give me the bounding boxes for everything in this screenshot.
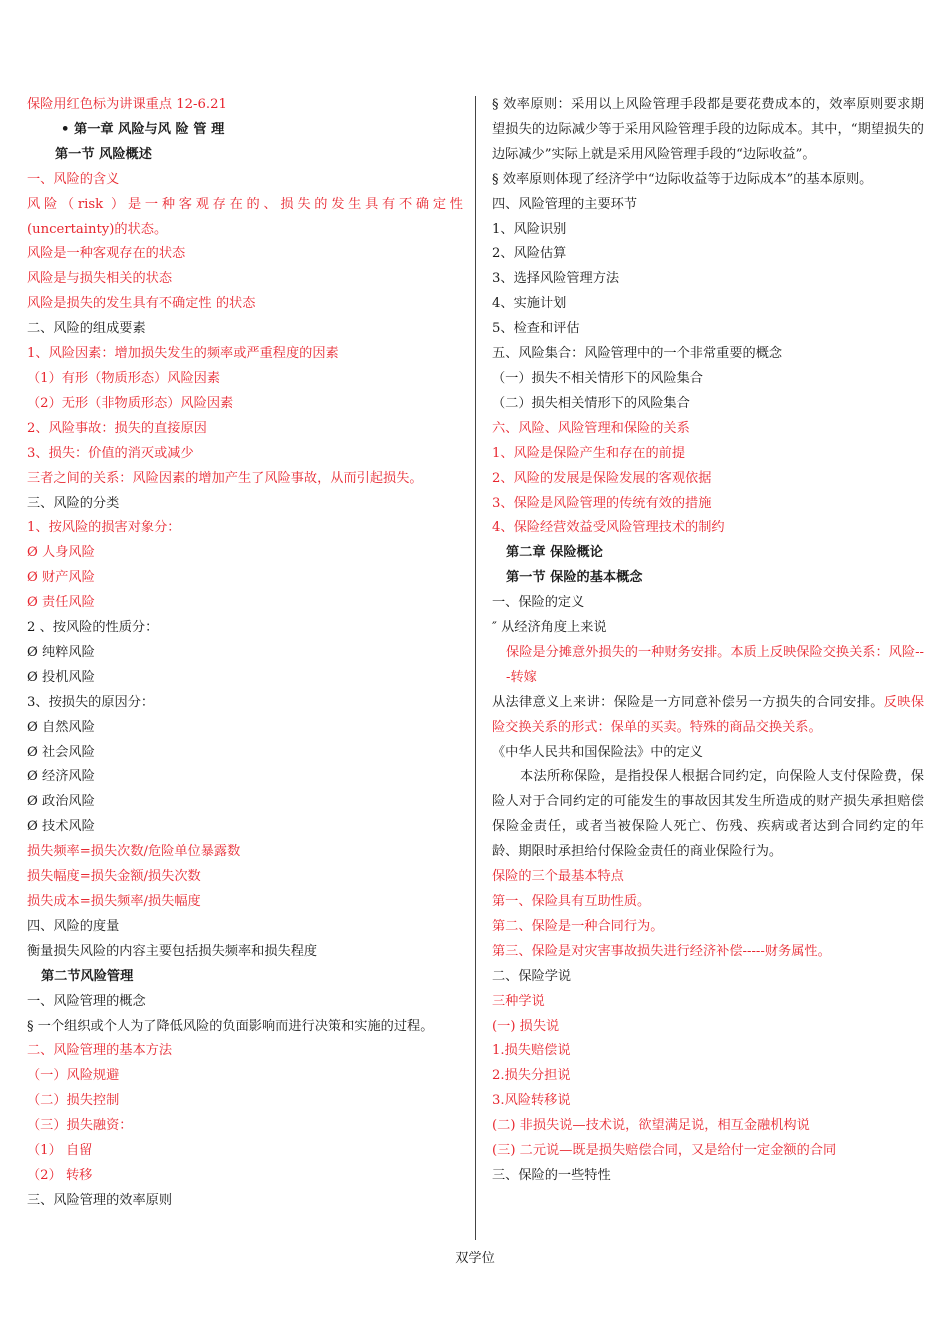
text-line: （一）损失不相关情形下的风险集合: [492, 370, 703, 386]
text-line: 3、选择风险管理方法: [492, 271, 620, 287]
text-line: 1、风险是保险产生和存在的前提: [492, 445, 686, 461]
text-line: （三）损失融资：: [27, 1118, 133, 1134]
text-line: 三、风险的分类: [27, 495, 120, 511]
text-line: Ø 投机风险: [27, 669, 95, 685]
text-line: 1.损失赔偿说: [492, 1043, 571, 1059]
text-line: Ø 自然风险: [27, 719, 95, 735]
text-line: 2.损失分担说: [492, 1068, 571, 1084]
text-line: （1）有形（物质形态）风险因素: [27, 370, 221, 386]
text-line: 风险是损失的发生具有不确定性 的状态: [27, 296, 256, 312]
text-line: 本法所称保险，是指投保人根据合同约定，向保险人支付保险费，保险人对于合同约定的可能发生的事故因其发生所造成的财产损失承担赔偿保险金责任，或者当被保险人死亡、伤残、疾病或者达到合同约定的年龄、期限时承担给付保险金责任的商业保险行为。: [492, 769, 924, 860]
text-line: 六、风险、风险管理和保险的关系: [492, 420, 690, 436]
text-segment-highlight: 反映保险交换关系的形式：保单的买卖。特殊的商品交换关系。: [492, 694, 925, 735]
text-line: Ø 纯粹风险: [27, 644, 95, 660]
text-line: 三、风险管理的效率原则: [27, 1192, 173, 1208]
text-line: 一、风险的含义: [27, 171, 120, 187]
text-line: 四、风险的度量: [27, 918, 120, 934]
text-line: • 第一章 风险与风 险 管 理: [61, 121, 225, 137]
text-line: 保险的三个最基本特点: [492, 869, 624, 885]
text-line: 损失频率=损失次数/危险单位暴露数: [27, 844, 241, 860]
text-line: 1、按风险的损害对象分：: [27, 520, 181, 536]
text-line: 2、风险估算: [492, 246, 567, 262]
text-line: 保险用红色标为讲课重点 12-6.21: [27, 97, 227, 112]
text-line: Ø 技术风险: [27, 819, 95, 835]
text-line: 损失成本=损失频率/损失幅度: [27, 894, 201, 909]
text-line: § 效率原则：采用以上风险管理手段都是要花费成本的，效率原则要求期望损失的边际减少等于采用风险管理手段的边际成本。其中，“期望损失的边际减少”实际上就是采用风险管理手段的“边际收益”。: [492, 97, 924, 162]
text-line: （二）损失控制: [27, 1093, 120, 1109]
text-line: 风险是与损失相关的状态: [27, 271, 173, 287]
text-line: 衡量损失风险的内容主要包括损失频率和损失程度: [27, 943, 318, 959]
text-line: 保险是分摊意外损失的一种财务安排。本质上反映保险交换关系：风险---转嫁: [506, 644, 924, 685]
right-column: [492, 93, 924, 1189]
text-line: 三、保险的一些特性: [492, 1167, 611, 1183]
text-line: 第一、保险具有互助性质。: [492, 894, 651, 909]
text-line: 4、保险经营效益受风险管理技术的制约: [492, 520, 725, 536]
text-line: （二）损失相关情形下的风险集合: [492, 395, 690, 411]
text-line: Ø 经济风险: [27, 769, 95, 785]
text-line: 第二节风险管理: [41, 968, 134, 984]
text-line: （1） 自留: [27, 1143, 93, 1159]
text-line: 5、检查和评估: [492, 321, 580, 337]
text-line: 1、风险识别: [492, 221, 567, 237]
text-line: 五、风险集合：风险管理中的一个非常重要的概念: [492, 346, 783, 362]
text-line: 第一节 保险的基本概念: [506, 570, 643, 586]
text-line: 三者之间的关系：风险因素的增加产生了风险事故，从而引起损失。: [27, 470, 423, 486]
text-line: 第二、保险是一种合同行为。: [492, 918, 664, 934]
text-line: 风险（risk ）是一种客观存在的、损失的发生具有不确定性 (uncertainty)的状态。: [27, 196, 463, 237]
text-line: Ø 社会风险: [27, 744, 95, 760]
text-line: § 一个组织或个人为了降低风险的负面影响而进行决策和实施的过程。: [27, 1018, 434, 1034]
text-line: 第一节 风险概述: [55, 146, 152, 162]
text-line: 三种学说: [492, 993, 545, 1009]
text-line: (一) 损失说: [492, 1018, 560, 1034]
text-line: 一、保险的定义: [492, 595, 585, 611]
text-line: (三) 二元说—既是损失赔偿合同，又是给付一定金额的合同: [492, 1143, 837, 1159]
text-line: [492, 691, 924, 741]
left-column: [27, 93, 463, 1214]
text-line: 《中华人民共和国保险法》中的定义: [492, 744, 703, 760]
text-line: (二) 非损失说—技术说，欲望满足说，相互金融机构说: [492, 1118, 810, 1134]
text-line: 二、风险的组成要素: [27, 321, 146, 337]
text-line: （一）风险规避: [27, 1068, 120, 1084]
text-line: 3、损失：价值的消灭或减少: [27, 445, 194, 461]
text-line: 第二章 保险概论: [506, 545, 603, 561]
text-line: 损失幅度=损失金额/损失次数: [27, 869, 201, 885]
text-line: 四、风险管理的主要环节: [492, 196, 638, 212]
text-segment: 从法律意义上来讲：保险是一方同意补偿另一方损失的合同安排。: [492, 694, 884, 710]
text-line: 4、实施计划: [492, 296, 567, 312]
text-line: 风险是一种客观存在的状态: [27, 246, 186, 262]
text-line: 2 、按风险的性质分：: [27, 620, 159, 636]
text-line: 2、风险的发展是保险发展的客观依据: [492, 470, 712, 486]
text-line: （2） 转移: [27, 1167, 93, 1183]
text-line: 一、风险管理的概念: [27, 993, 146, 1009]
text-line: 3、按损失的原因分：: [27, 694, 155, 710]
text-line: 二、风险管理的基本方法: [27, 1043, 173, 1059]
text-line: （2）无形（非物质形态）风险因素: [27, 395, 234, 411]
text-line: 2、风险事故：损失的直接原因: [27, 420, 207, 436]
text-line: 1、风险因素：增加损失发生的频率或严重程度的因素: [27, 346, 339, 362]
text-line: § 效率原则体现了经济学中“边际收益等于边际成本”的基本原则。: [492, 171, 873, 187]
text-line: Ø 政治风险: [27, 794, 95, 810]
text-line: Ø 人身风险: [27, 545, 95, 561]
text-line: Ø 责任风险: [27, 595, 95, 611]
page-footer: 双学位: [455, 1251, 495, 1266]
text-line: 二、保险学说: [492, 968, 572, 984]
text-line: ″ 从经济角度上来说: [492, 620, 607, 636]
text-line: 3、保险是风险管理的传统有效的措施: [492, 495, 712, 511]
column-divider: [475, 96, 476, 1240]
text-line: 3.风险转移说: [492, 1093, 571, 1109]
text-line: Ø 财产风险: [27, 570, 95, 586]
text-line: 第三、保险是对灾害事故损失进行经济补偿-----财务属性。: [492, 943, 831, 959]
